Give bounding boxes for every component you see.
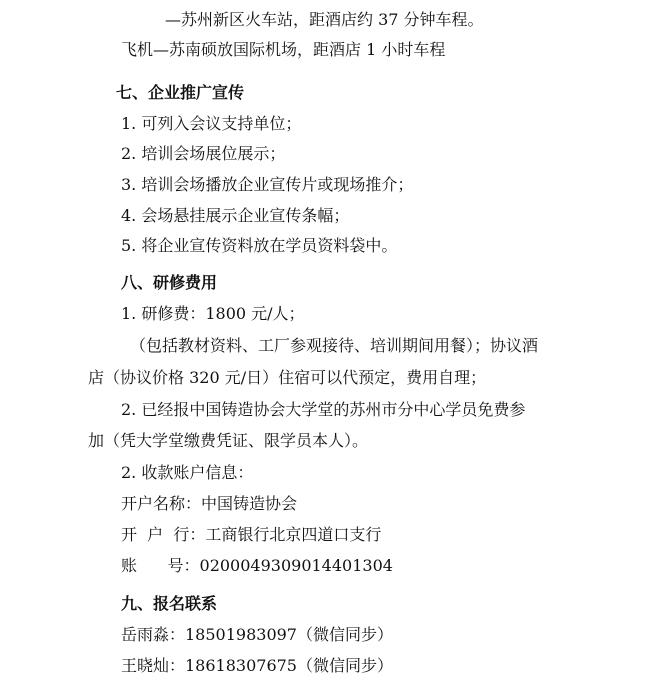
section-7-heading: 七、企业推广宣传 (116, 83, 245, 102)
fee-note-line-1: （包括教材资料、工厂参观接待、培训期间用餐）；协议酒 (130, 336, 539, 355)
section-7-item-4: 4. 会场悬挂展示企业宣传条幅； (121, 206, 350, 225)
account-name: 开户名称：中国铸造协会 (121, 494, 298, 513)
section-7-item-1: 1. 可列入会议支持单位； (121, 114, 302, 133)
free-attendance-line-1: 2. 已经报中国铸造协会大学堂的苏州市分中心学员免费参 (121, 400, 526, 419)
account-info-title: 2. 收款账户信息： (121, 463, 254, 482)
fee-line: 1. 研修费：1800 元/人； (121, 304, 305, 323)
free-attendance-line-2: 加（凭大学堂缴费凭证、限学员本人）。 (88, 431, 369, 450)
section-7-item-2: 2. 培训会场展位展示； (121, 144, 286, 163)
transport-train-line: —苏州新区火车站，距酒店约 37 分钟车程。 (165, 10, 484, 29)
section-9-heading: 九、报名联系 (121, 594, 218, 613)
section-7-item-5: 5. 将企业宣传资料放在学员资料袋中。 (121, 236, 398, 255)
fee-note-line-2: 店（协议价格 320 元/日）住宿可以代预定，费用自理； (88, 368, 487, 387)
contact-1: 岳雨淼：18501983097（微信同步） (121, 625, 393, 644)
account-number: 账 号：0200049309014401304 (121, 556, 393, 575)
transport-plane-line: 飞机—苏南硕放国际机场，距酒店 1 小时车程 (121, 40, 446, 59)
contact-2: 王晓灿：18618307675（微信同步） (121, 656, 393, 675)
section-7-item-3: 3. 培训会场播放企业宣传片或现场推介； (121, 175, 414, 194)
section-8-heading: 八、研修费用 (121, 273, 218, 292)
account-bank: 开 户 行：工商银行北京四道口支行 (121, 525, 382, 544)
